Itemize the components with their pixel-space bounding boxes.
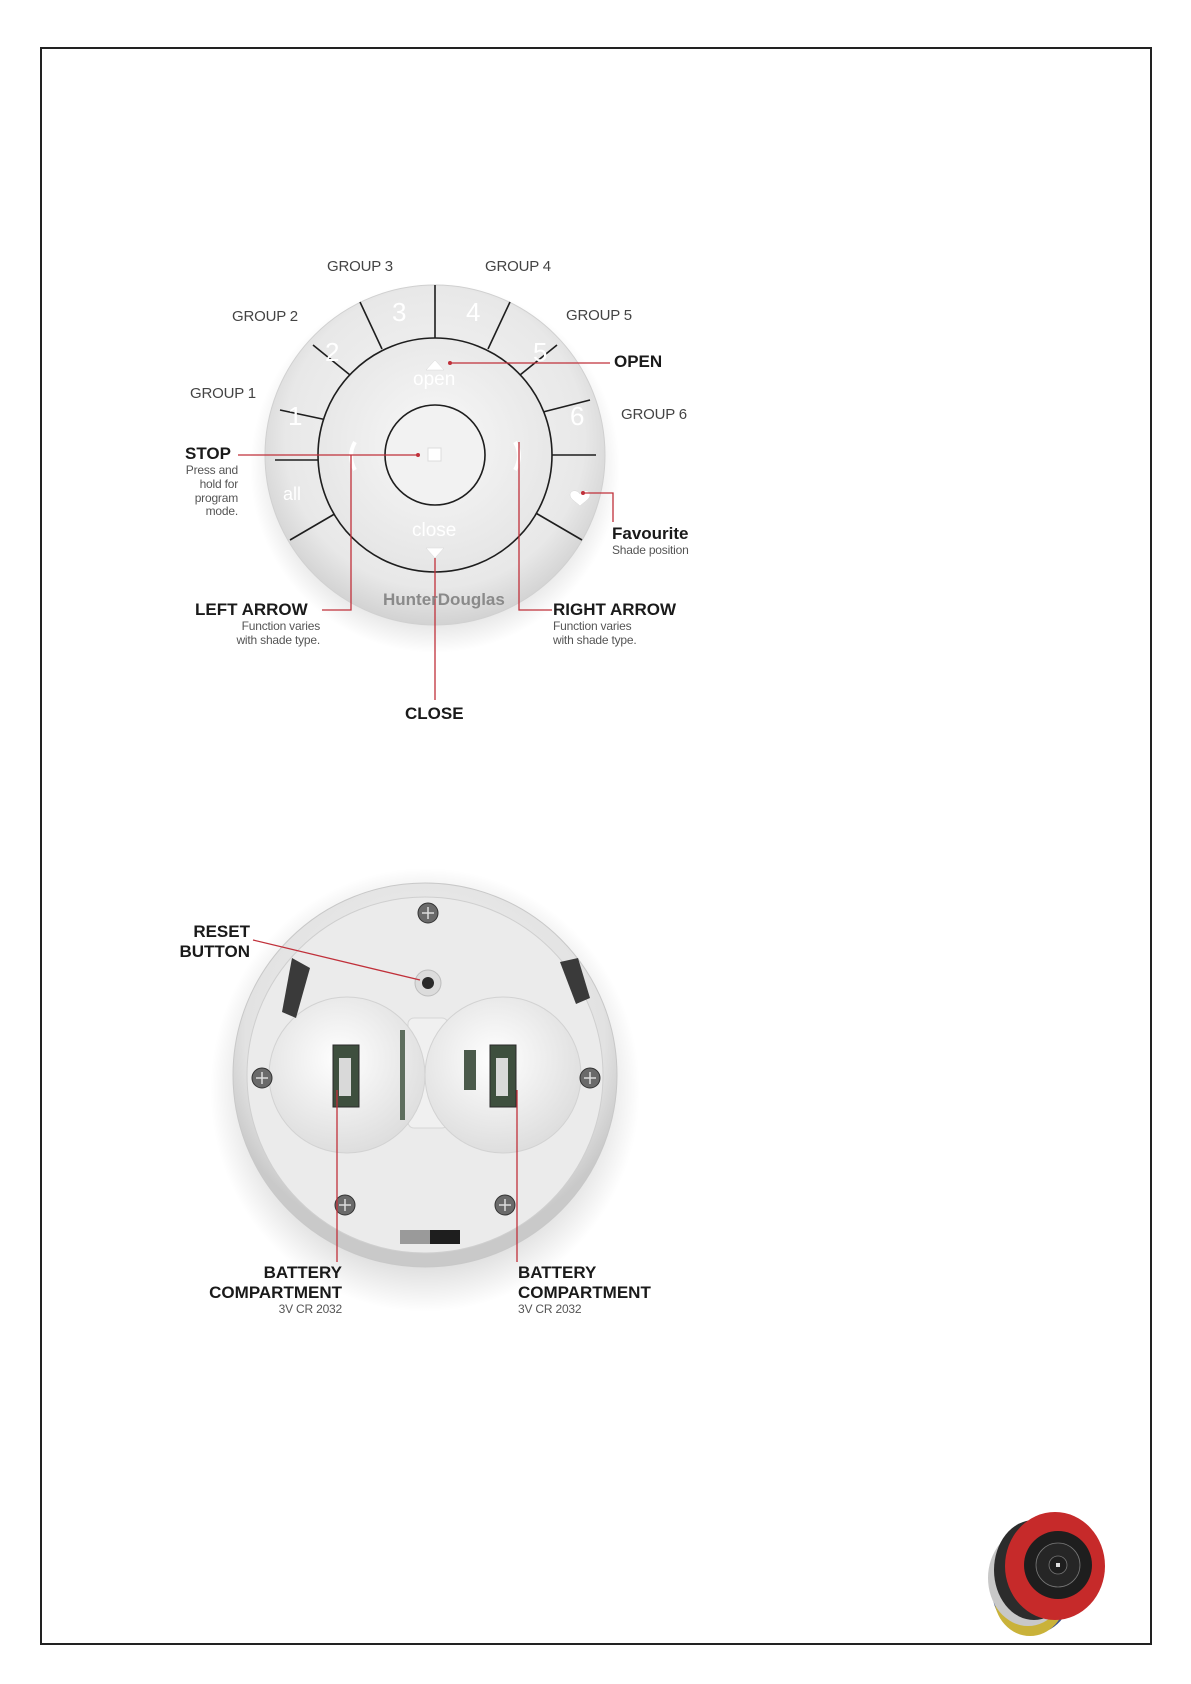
open-key[interactable]: open — [413, 369, 456, 390]
battery-left-spec: 3V CR 2032 — [278, 1302, 342, 1316]
group-1-label: GROUP 1 — [190, 385, 256, 402]
group-3-label: GROUP 3 — [327, 258, 393, 275]
group-4-key[interactable]: 4 — [466, 297, 481, 327]
open-callout: OPEN — [614, 352, 663, 371]
battery-right-spec: 3V CR 2032 — [518, 1302, 582, 1316]
left-arrow-note: Function varies with shade type. — [236, 619, 320, 647]
right-arrow-note: Function varies with shade type. — [553, 619, 637, 647]
close-callout: CLOSE — [405, 704, 464, 723]
group-5-key[interactable]: 5 — [533, 337, 548, 367]
group-5-label: GROUP 5 — [566, 307, 632, 324]
group-1-key[interactable]: 1 — [288, 401, 303, 431]
group-6-key[interactable]: 6 — [570, 401, 585, 431]
stop-callout: STOP — [185, 444, 231, 463]
group-6-label: GROUP 6 — [621, 406, 687, 423]
left-arrow-callout: LEFT ARROW — [195, 600, 308, 619]
brand-logo: HunterDouglas — [383, 590, 505, 609]
group-3-key[interactable]: 3 — [392, 297, 407, 327]
battery-left-callout: BATTERY COMPARTMENT — [209, 1263, 342, 1302]
right-arrow-callout: RIGHT ARROW — [553, 600, 677, 619]
battery-right-callout: BATTERY COMPARTMENT — [518, 1263, 651, 1302]
close-key[interactable]: close — [412, 520, 457, 541]
group-4-label: GROUP 4 — [485, 258, 551, 275]
group-2-key[interactable]: 2 — [325, 337, 340, 367]
reset-button-callout: RESET BUTTON — [179, 922, 250, 961]
stop-note: Press and hold for program mode. — [185, 463, 238, 519]
favourite-note: Shade position — [612, 543, 689, 557]
all-key[interactable]: all — [283, 484, 302, 504]
favourite-callout: Favourite — [612, 524, 689, 543]
group-2-label: GROUP 2 — [232, 308, 298, 325]
remote-color-variants-icon — [980, 1500, 1110, 1640]
